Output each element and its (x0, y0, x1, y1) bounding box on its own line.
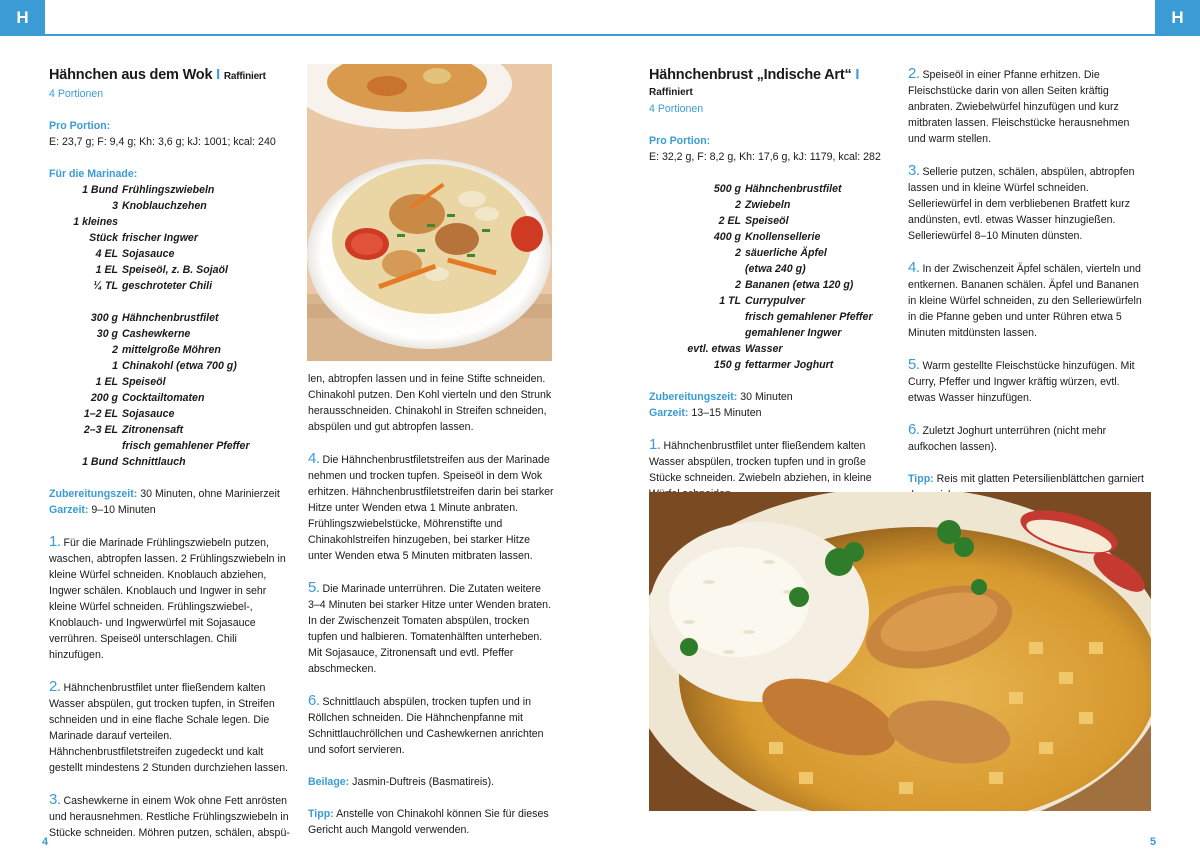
ingredient-name (122, 214, 294, 230)
step-number: 2. (49, 678, 61, 695)
ingredient-row (49, 230, 294, 246)
ingredient-row (49, 214, 294, 230)
ingredient-name: Zitronensaft (122, 424, 184, 436)
cook-time: Garzeit: 13–15 Minuten (649, 407, 762, 419)
ingredient-amount: 30 g (96, 328, 118, 340)
ingredient-amount: 1 Bund (82, 184, 118, 196)
ingredient-name: frisch gemahlener Pfeffer (745, 311, 873, 323)
ingredient-amount: 3 (112, 200, 118, 212)
ingredient-name: säuerliche Äpfel (745, 247, 827, 259)
nutrition-values: E: 23,7 g; F: 9,4 g; Kh: 3,6 g; kJ: 1001; kcal: 240 (49, 136, 276, 148)
ingredient-row (49, 358, 294, 374)
step-text: Für die Marinade Frühlingszwiebeln putzen, waschen, abtropfen lassen. 2 Frühlingszwiebeln in kleine Würfel schneiden. Knoblauch abziehen, Ingwer schälen. Knoblauch und Ingwer in sehr kleine Würfel schneiden. Frühlingszwiebel-, Knoblauch- und Ingwerwürfel mit Sojasauce verrühren. Speiseöl unterschlagen. Chili hinzufügen. (49, 537, 286, 661)
ingredient-row (49, 390, 294, 406)
left-recipe-column-1 (49, 66, 294, 857)
servings: 4 Portionen (649, 103, 704, 115)
ingredient-row (49, 198, 294, 214)
step-number: 3. (49, 791, 61, 808)
step-text: Warm gestellte Fleischstücke hinzufügen. Mit Curry, Pfeffer und Ingwer kräftig würzen, evtl. etwas Wasser hinzufügen. (908, 360, 1135, 404)
ingredient-amount: 1 kleines (73, 216, 118, 228)
ingredient-name: Currypulver (745, 295, 806, 307)
ingredient-list (649, 181, 894, 373)
ingredient-amount: 4 EL (95, 248, 118, 260)
chapter-tab-right: H (1155, 0, 1200, 36)
step-number: 2. (908, 65, 920, 82)
ingredient-name: Hähnchenbrustfilet (745, 183, 842, 195)
wok-dish-photo (307, 64, 552, 361)
ingredient-row (49, 278, 294, 294)
ingredient-amount: 300 g (90, 312, 118, 324)
step-number: 1. (49, 533, 61, 550)
ingredient-amount: 2 (735, 199, 741, 211)
ingredient-name: Frühlingszwiebeln (122, 184, 215, 196)
instruction-step (908, 260, 1150, 341)
left-recipe-column-2 (308, 371, 554, 838)
indian-chicken-dish-photo (649, 492, 1151, 811)
ingredient-name: Speiseöl (122, 376, 166, 388)
instruction-step (308, 451, 554, 564)
step-text: In der Zwischenzeit Äpfel schälen, vierteln und entkernen. Bananen schälen. Äpfel und Bananen in kleine Würfel schneiden, zu den Selleriewürfeln in die Pfanne geben und unter Rühren etwa 5 Minuten mitdünsten lassen. (908, 263, 1142, 339)
ingredient-name: (etwa 240 g) (745, 263, 806, 275)
ingredient-row (49, 310, 294, 326)
ingredient-row (49, 422, 294, 438)
ingredient-name: Schnittlauch (122, 456, 186, 468)
ingredient-amount: evtl. etwas (687, 343, 741, 355)
instruction-steps (908, 66, 1150, 455)
ingredient-amount: 2 (112, 344, 118, 356)
title-separator: I (216, 67, 221, 83)
header-rule (45, 34, 1155, 36)
recipe-title-right (649, 66, 894, 85)
ingredient-row (49, 406, 294, 422)
ingredient-name: geschroteter Chili (122, 280, 213, 292)
ingredient-amount: 1 TL (719, 295, 741, 307)
step-number: 5. (908, 356, 920, 373)
instruction-step-1: 1. Hähnchenbrustfilet unter fließendem kalten Wasser abspülen, trocken tupfen und in große Stücke schneiden. Zwiebeln abziehen, in kleine (649, 436, 872, 484)
step-number: 6. (308, 692, 320, 709)
ingredient-amount: 1 (112, 360, 118, 372)
ingredient-row (649, 213, 894, 229)
step-text: Hähnchenbrustfilet unter fließendem kalten Wasser abspülen, gut trocken tupfen, in Streifen schneiden und in eine flache Schale legen. Die Marinade darauf verteilen. Hähnchenbrustfiletstreifen zugedeckt und kalt gestellt mindestens 2 Stunden durchziehen lassen. (49, 682, 289, 774)
ingredient-row (649, 277, 894, 293)
ingredient-name: Cocktailtomaten (122, 392, 205, 404)
right-recipe-column-1 (649, 66, 894, 518)
ingredient-row (49, 438, 294, 454)
ingredient-amount: 1–2 EL (83, 408, 118, 420)
ingredient-amount: 2–3 EL (83, 424, 118, 436)
instruction-step (908, 422, 1150, 455)
ingredient-amount: Stück (89, 232, 118, 244)
recipe-title-left (49, 66, 294, 86)
ingredient-row (649, 325, 894, 341)
step-text: Cashewkerne in einem Wok ohne Fett anrösten und herausnehmen. Restliche Frühlingszwiebeln in Stücke schneiden. Möhren putzen, schälen, abspü- (49, 795, 290, 839)
side-dish: Beilage: Jasmin-Duftreis (Basmatireis). (308, 776, 495, 788)
step-text: Die Hähnchenbrustfiletstreifen aus der Marinade nehmen und trocken tupfen. Speiseöl in dem Wok erhitzen. Hähnchenbrustfiletstreifen darin bei starker Hitze unter Wenden etwa 1 Minute anbraten. Frühlingszwiebelstücke, Möhrenstifte und Chinakohlstreifen hinzugeben, bei starker Hitze unter Wenden etwa 5 Minuten mitbraten lassen. (308, 454, 554, 562)
ingredient-amount: ¼ TL (93, 280, 118, 292)
recipe-title-text: Hähnchen aus dem Wok (49, 67, 213, 83)
title-separator: I (855, 67, 860, 83)
ingredient-amount: 400 g (713, 231, 741, 243)
step-number: 4. (908, 259, 920, 276)
page-number-right: 5 (1150, 836, 1157, 848)
instruction-step (908, 357, 1150, 406)
nutrition-label: Pro Portion: (649, 135, 711, 147)
step-text: Die Marinade unterrühren. Die Zutaten weitere 3–4 Minuten bei starker Hitze unter Wenden braten. In der Zwischenzeit Tomaten abspülen, trocken tupfen und halbieren. Tomatenhälften unterheben. Mit Sojasauce, Zitronensaft und evtl. Pfeffer abschmecken. (308, 583, 552, 675)
ingredient-name: Knoblauchzehen (122, 200, 207, 212)
instruction-step (308, 693, 554, 758)
prep-time: Zubereitungszeit: 30 Minuten, ohne Marinierzeit (49, 488, 280, 500)
instruction-step (308, 580, 554, 677)
ingredient-amount: 2 EL (718, 215, 741, 227)
instruction-step (49, 679, 294, 776)
instruction-steps (49, 534, 294, 841)
ingredient-name: Sojasauce (122, 248, 175, 260)
instruction-step (49, 534, 294, 663)
ingredient-name: mittelgroße Möhren (122, 344, 221, 356)
ingredient-amount: 1 Bund (82, 456, 118, 468)
step-number: 5. (308, 579, 320, 596)
ingredient-name: Hähnchenbrustfilet (122, 312, 219, 324)
recipe-title-text: Hähnchenbrust „Indische Art“ (649, 67, 852, 83)
ingredient-name: frischer Ingwer (122, 232, 198, 244)
ingredient-amount (649, 309, 745, 325)
ingredient-row (649, 245, 894, 261)
instruction-steps-continued (308, 451, 554, 758)
tip: Tipp: Reis mit glatten Petersilienblättchen garniert (908, 473, 1144, 485)
ingredient-row (49, 326, 294, 342)
instruction-step (908, 163, 1150, 244)
ingredient-amount: 1 EL (95, 376, 118, 388)
ingredient-amount: 150 g (713, 359, 741, 371)
difficulty-label: Raffiniert (649, 87, 693, 98)
ingredient-name: fettarmer Joghurt (745, 359, 834, 371)
step-number: 6. (908, 421, 920, 438)
ingredient-name: Speiseöl (745, 215, 789, 227)
right-recipe-column-2 (908, 66, 1150, 503)
ingredient-amount (49, 438, 122, 454)
ingredient-name: Zwiebeln (745, 199, 791, 211)
ingredient-row (49, 246, 294, 262)
ingredient-name: Chinakohl (etwa 700 g) (122, 360, 237, 372)
ingredient-row (649, 229, 894, 245)
step-text: Sellerie putzen, schälen, abspülen, abtropfen lassen und in kleine Würfel schneiden. Selleriewürfel in dem verbliebenen Bratfett kurz andünsten, evtl. etwas Wasser hinzugießen. Selleriewürfel 8–10 Minuten dünsten. (908, 166, 1135, 242)
ingredient-name: Speiseöl, z. B. Sojaöl (122, 264, 228, 276)
ingredient-row (649, 261, 894, 277)
ingredient-list (49, 310, 294, 470)
instruction-step (49, 792, 294, 841)
cook-time: Garzeit: 9–10 Minuten (49, 504, 156, 516)
step-text: Schnittlauch abspülen, trocken tupfen und in Röllchen schneiden. Die Hähnchenpfanne mit Schnittlauchröllchen und Cashewkernen anrichten und sofort servieren. (308, 696, 544, 756)
nutrition-label: Pro Portion: (49, 120, 111, 132)
step-number: 4. (308, 450, 320, 467)
ingredient-row (649, 341, 894, 357)
ingredient-row (49, 182, 294, 198)
ingredient-row (49, 454, 294, 470)
ingredient-row (649, 197, 894, 213)
ingredient-name: gemahlener Ingwer (745, 327, 842, 339)
tip: Tipp: Anstelle von Chinakohl können Sie für dieses Gericht auch Mangold verwenden. (308, 808, 549, 836)
instruction-step (908, 66, 1150, 147)
ingredient-name: Wasser (745, 343, 783, 355)
difficulty-label: Raffiniert (223, 71, 266, 82)
ingredient-row (649, 293, 894, 309)
servings: 4 Portionen (49, 88, 104, 100)
ingredient-amount (649, 325, 745, 341)
ingredient-amount (649, 261, 745, 277)
ingredient-name: Knollensellerie (745, 231, 821, 243)
ingredient-row (49, 342, 294, 358)
ingredient-amount: 2 (735, 247, 741, 259)
marinade-label: Für die Marinade: (49, 168, 138, 180)
step-text: Speiseöl in einer Pfanne erhitzen. Die Fleischstücke darin von allen Seiten kräftig anbraten. Zwiebelwürfel hinzufügen und kurz mitbraten lassen. Fleischstücke herausnehmen und warm stellen. (908, 69, 1130, 145)
ingredient-name: frisch gemahlener Pfeffer (122, 440, 250, 452)
ingredient-name: Bananen (etwa 120 g) (745, 279, 854, 291)
ingredient-amount: 2 (735, 279, 741, 291)
ingredient-amount: 500 g (713, 183, 741, 195)
chapter-tab-left: H (0, 0, 45, 36)
ingredient-row (649, 181, 894, 197)
step-3-continued: len, abtropfen lassen und in feine Stifte schneiden. Chinakohl putzen. Den Kohl vierteln und den Strunk herausschneiden. Chinakohl in Streifen schneiden, abspülen und gut abtropfen lassen. (308, 373, 552, 433)
step-number: 3. (908, 162, 920, 179)
nutrition-values: E: 32,2 g, F: 8,2 g, Kh: 17,6 g, kJ: 1179, kcal: 282 (649, 151, 881, 163)
step-text: Zuletzt Joghurt unterrühren (nicht mehr aufkochen lassen). (908, 425, 1107, 453)
ingredient-name: Sojasauce (122, 408, 175, 420)
ingredient-amount: 1 EL (95, 264, 118, 276)
ingredient-name: Cashewkerne (122, 328, 191, 340)
ingredient-row (649, 357, 894, 373)
ingredient-row (49, 262, 294, 278)
ingredient-amount: 200 g (90, 392, 118, 404)
prep-time: Zubereitungszeit: 30 Minuten (649, 391, 793, 403)
ingredient-row (649, 309, 894, 325)
page-number-left: 4 (42, 836, 49, 848)
ingredient-row (49, 374, 294, 390)
marinade-ingredient-list (49, 182, 294, 294)
